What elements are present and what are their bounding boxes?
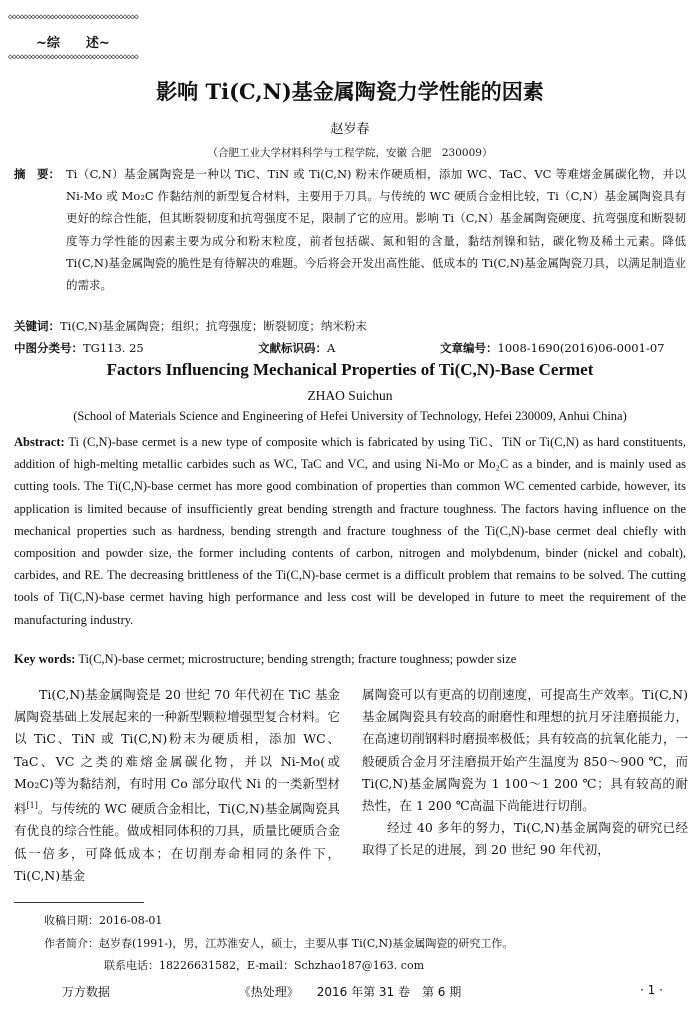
- english-affiliation: (School of Materials Science and Engineering of Hefei University of Technology, Hefei 230009, Anhui China): [73, 409, 627, 423]
- keywords-cn-label: 关键词：: [14, 319, 60, 333]
- clc-number: [14, 340, 144, 356]
- abstract-cn: [14, 163, 686, 296]
- footer-watermark: 万方数据: [62, 985, 111, 999]
- keywords-en-text: Ti(C,N)-base cermet; microstructure; bending strength; fracture toughness; powder size: [78, 652, 517, 666]
- section-label: ~综 述~: [36, 36, 110, 51]
- article-number-label: 文章编号：: [440, 341, 498, 355]
- article-number-value: 1008-1690(2016)06-0001-07: [497, 341, 665, 355]
- clc-value: TG113. 25: [83, 341, 144, 355]
- citation-ref[interactable]: [1]: [26, 801, 38, 811]
- keywords-cn: [14, 318, 686, 334]
- body-left-column: [14, 684, 340, 887]
- author-name: 赵岁春: [330, 122, 370, 137]
- page-number: · 1 ·: [640, 983, 663, 997]
- body-paragraph: 属陶瓷可以有更高的切削速度，可提高生产效率。Ti(C,N)基金属陶瓷具有较高的耐磨性和理想的抗月牙洼磨损能力，在高速切削钢料时磨损率极低；具有较高的抗氧化能力，一般硬质合金月牙洼磨损开始产生温度为 850～900 ℃，而 Ti(C,N)基金属陶瓷为 1 100～1 200 ℃；具有较高的耐热性，在 1 200 ℃高温下尚能进行切削。: [362, 687, 688, 814]
- body-paragraph: [14, 684, 340, 887]
- footer-journal: 《热处理》 2016 年第 31 卷 第 6 期: [238, 985, 462, 999]
- doc-code-label: 文献标识码：: [258, 341, 327, 355]
- footnote-contact: 联系电话：18226631582，E-mail：Schzhao187@163. com: [104, 959, 424, 972]
- body-paragraph: 经过 40 多年的努力，Ti(C,N)基金属陶瓷的研究已经取得了长足的进展，到 20 世纪 90 年代初，: [362, 820, 688, 858]
- footnote-rule: [14, 902, 144, 903]
- english-author: ZHAO Suichun: [307, 388, 393, 403]
- paper-title: 影响 Ti(C,N)基金属陶瓷力学性能的因素: [156, 79, 544, 104]
- abstract-en: [14, 431, 686, 631]
- abstract-cn-label: 摘 要：: [14, 167, 60, 181]
- english-title: Factors Influencing Mechanical Properties of Ti(C,N)-Base Cermet: [106, 360, 594, 379]
- body-right-column: [362, 684, 688, 862]
- doc-code-value: A: [327, 341, 336, 355]
- affiliation: （合肥工业大学材料科学与工程学院，安徽 合肥 230009）: [207, 147, 493, 159]
- abstract-en-label: Abstract:: [14, 435, 65, 449]
- body-text: 。与传统的 WC 硬质合金相比，Ti(C,N)基金属陶瓷具有优良的综合性能。做成相同体积的刀具，质量比硬质合金低一倍多，可降低成本；在切削寿命相同的条件下，Ti(C,N)基金: [14, 801, 340, 883]
- keywords-cn-text: Ti(C,N)基金属陶瓷；组织；抗弯强度；断裂韧度；纳米粉末: [60, 319, 367, 333]
- body-text: Ti(C,N)基金属陶瓷是 20 世纪 70 年代初在 TiC 基金属陶瓷基础上发展起来的一种新型颗粒增强型复合材料。它以 TiC、TiN 或 Ti(C,N)粉末为硬质相，添加 WC、TaC、VC 之类的难熔金属碳化物，并以 Ni-Mo(或 Mo₂C)等为黏结剂，有时用 Co 部分取代 Ni 的一类新型材料: [14, 687, 340, 817]
- abstract-cn-text: Ti（C,N）基金属陶瓷是一种以 TiC、TiN 或 Ti(C,N) 粉末作硬质相，添加 WC、TaC、VC 等难熔金属碳化物，并以 Ni-Mo 或 Mo₂C 作黏结剂的新型复合材料，主要用于刀具。与传统的 WC 硬质合金相比较，Ti（C,N）基金属陶瓷具有更好的综合性能，但其断裂韧度和抗弯强度不足，限制了它的应用。影响 Ti（C,N）基金属陶瓷硬度、抗弯强度和断裂韧度等力学性能的因素主要为成分和粉末粒度，前者包括碳、氮和钼的含量，黏结剂镍和钴，碳化物及稀土元素。降低 Ti(C,N)基金属陶瓷的脆性是有待解决的难题。今后将会开发出高性能、低成本的 Ti(C,N)基金属陶瓷刀具，以满足制造业的需求。: [66, 167, 686, 293]
- header-decoration-top: ◇◇◇◇◇◇◇◇◇◇◇◇◇◇◇◇◇◇◇◇◇◇◇◇◇◇◇◇◇◇◇◇◇◇: [8, 12, 138, 21]
- article-number: [440, 340, 664, 356]
- keywords-en-label: Key words:: [14, 652, 76, 666]
- keywords-en: [14, 652, 686, 667]
- clc-label: 中图分类号：: [14, 341, 83, 355]
- footnote-author-info: 作者简介：赵岁春(1991-)，男，江苏淮安人，硕士，主要从事 Ti(C,N)基金属陶瓷的研究工作。: [44, 937, 514, 950]
- abstract-en-text: Ti (C,N)-base cermet is a new type of composite which is fabricated by using TiC、TiN or Ti(C,N) as hard constituents, addition of high-melting metallic carbides such as WC, TaC and VC, and using Ni-Mo or Mo₂C as a binder, and is mainly used as cutting tools. The Ti(C,N)-base cermet has more good combination of properties than common WC cemented carbide, however, its application is limited because of insufficiently great bending strength and fracture toughness. The factors having influence on the mechanical properties such as hardness, bending strength and fracture toughness of the Ti(C,N)-base cermet deal chiefly with composition and powder size, the former including contents of carbon, nitrogen and molybdenum, binder (nickel and cobalt), carbides, and RE. The decreasing brittleness of the Ti(C,N)-base cermet is a difficult problem that remains to be solved. The cutting tools of Ti(C,N)-base cermet having high performance and less cost will be developed in future to meet the requirement of the manufacturing industry.: [14, 435, 686, 627]
- header-decoration-bottom: ◇◇◇◇◇◇◇◇◇◇◇◇◇◇◇◇◇◇◇◇◇◇◇◇◇◇◇◇◇◇◇◇◇◇: [8, 52, 138, 61]
- document-code: [258, 340, 335, 356]
- footnote-received: 收稿日期：2016-08-01: [44, 914, 163, 927]
